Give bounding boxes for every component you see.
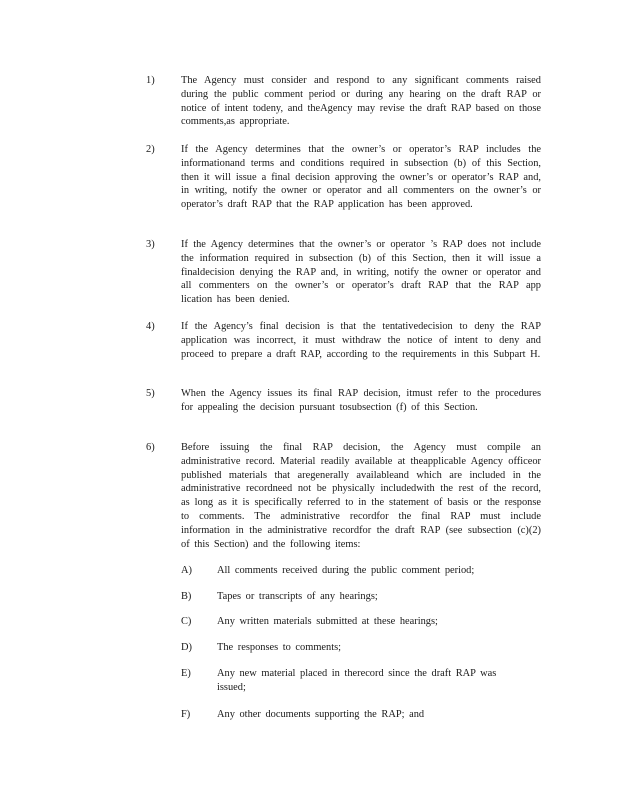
paragraph-number: 4): [146, 321, 155, 332]
subitem-text: Any other documents supporting the RAP; and: [217, 709, 425, 720]
paragraph-text: If the Agency’s final decision is that the tentativedecision to deny the RAP application was incorrect, it must withdraw the notice of intent to deny and proceed to prepare a draft RAP, according to the requirements in this Subpart H.: [181, 321, 541, 360]
paragraph-text: When the Agency issues its final RAP decision, itmust refer to the procedures for appealing the decision pursuant tosubsection (f) of this Section.: [181, 388, 541, 413]
paragraph-text: If the Agency determines that the owner’s or operator ’s RAP does not include the information required in subsection (b) of this Section, then it will issue a finaldecision denying the RAP and, in writing, notify the owner or operator and all commenters on the owner’s or operator’s draft RAP that the RAP app lication has been denied.: [181, 239, 541, 306]
paragraph-number: 1): [146, 75, 155, 86]
paragraph-number: 5): [146, 388, 155, 399]
subitem-letter: E): [181, 668, 191, 679]
subitem-text: Any written materials submitted at these hearings;: [217, 616, 438, 627]
paragraph-text: The Agency must consider and respond to any significant comments raised during the public comment period or during any hearing on the draft RAP or notice of intent todeny, and theAgency may revise the draft RAP based on those comments,as appropriate.: [181, 75, 541, 128]
paragraph-number: 2): [146, 144, 155, 155]
paragraph-number: 6): [146, 442, 155, 453]
paragraph-text: Before issuing the final RAP decision, the Agency must compile an administrative record. Material readily available at theapplicable Agency officeor published materials that aregenerally availableand which are included in the administrative recordneed not be physically includedwith the rest of the record, as long as it is specifically referred to in the statement of basis or the response to comments. The administrative recordfor the final RAP must include information in the administrative recordfor the draft RAP (see subsection (c)(2) of this Section) and the following items:: [181, 442, 541, 550]
paragraph-number: 3): [146, 239, 155, 250]
subitem-text: All comments received during the public comment period;: [217, 565, 475, 576]
paragraph-text: If the Agency determines that the owner’s or operator’s RAP includes the informationand terms and conditions required in subsection (b) of this Section, then it will issue a final decision approving the owner’s or operator’s RAP and, in writing, notify the owner or operator and all commenters on the owner’s or operator’s draft RAP that the RAP application has been approved.: [181, 144, 541, 211]
subitem-letter: C): [181, 616, 192, 627]
subitem-letter: F): [181, 709, 191, 720]
subitem-text: Any new material placed in therecord since the draft RAP was issued;: [217, 668, 497, 693]
subitem-text: The responses to comments;: [217, 642, 342, 653]
subitem-text: Tapes or transcripts of any hearings;: [217, 591, 378, 602]
subitem-letter: B): [181, 591, 192, 602]
subitem-letter: D): [181, 642, 192, 653]
subitem-letter: A): [181, 565, 192, 576]
